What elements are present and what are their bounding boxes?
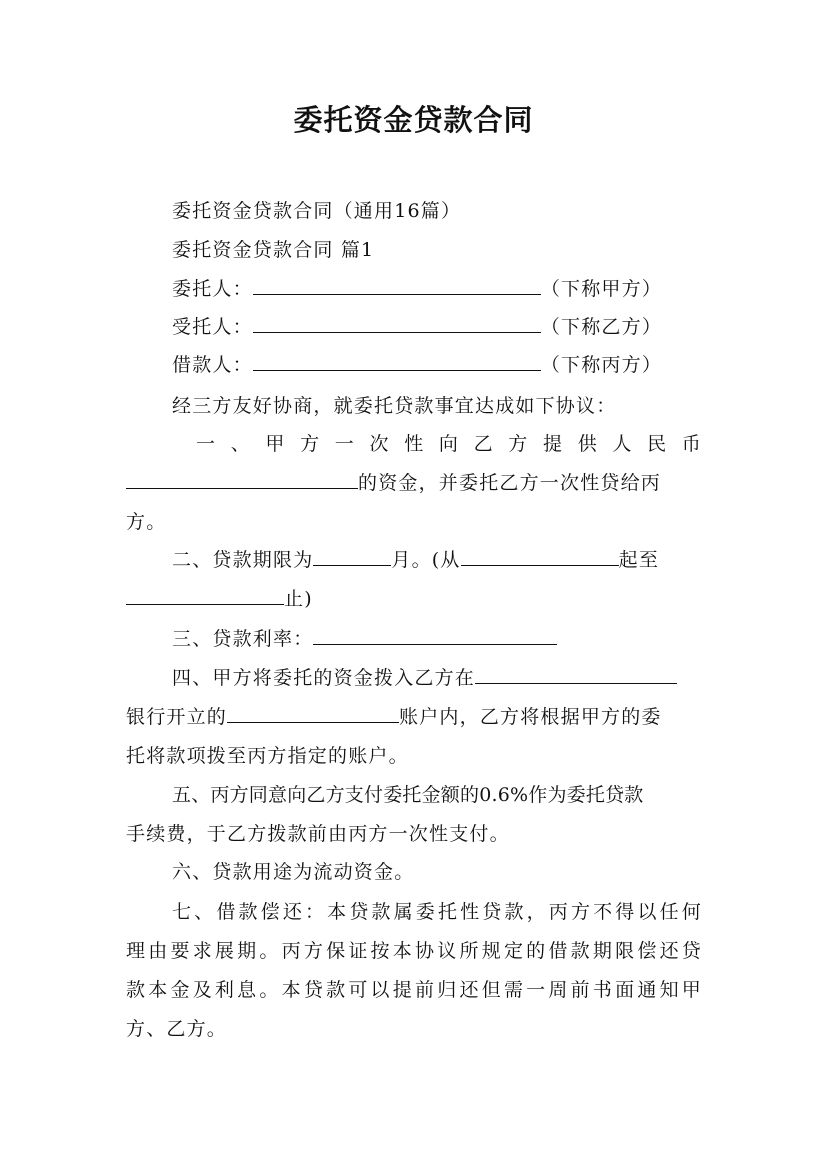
start-date-blank: [461, 547, 619, 566]
party-a-suffix: （下称甲方）: [540, 278, 663, 300]
party-c-suffix: （下称丙方）: [540, 354, 663, 376]
clause-5-line-1: 五、丙方同意向乙方支付委托金额的0.6%作为委托贷款: [172, 784, 644, 806]
clause-5-line-2: 手续费，于乙方拨款前由丙方一次性支付。: [126, 823, 510, 845]
clause-2-to: 起至: [618, 549, 660, 571]
clause-2-line-2: [126, 586, 702, 612]
amount-blank: [126, 470, 358, 489]
clause-3-label: 三、贷款利率：: [172, 628, 314, 650]
end-date-blank: [126, 586, 284, 605]
clause-3-line: [172, 626, 748, 652]
clause-4-line-2: [126, 704, 702, 730]
party-b-suffix: （下称乙方）: [540, 316, 663, 338]
clause-2-line-1: [172, 547, 748, 573]
party-c-label: 借款人：: [172, 354, 253, 376]
section-heading-text: 委托资金贷款合同 篇1: [172, 239, 375, 261]
party-c-line: [172, 352, 748, 378]
party-b-label: 受托人：: [172, 316, 253, 338]
clause-4-line-3: 托将款项拨至丙方指定的账户。: [126, 745, 409, 767]
clause-4-line-1: [172, 665, 702, 691]
clause-7-line-4: 方、乙方。: [126, 1018, 228, 1040]
clause-2-from: 月。(从: [391, 549, 461, 571]
subtitle-text: 委托资金贷款合同（通用16篇）: [172, 200, 462, 222]
bank-blank: [475, 665, 677, 684]
clause-4-text: 四、甲方将委托的资金拨入乙方在: [172, 667, 476, 689]
party-a-blank: [253, 276, 541, 295]
rate-blank: [313, 626, 557, 645]
subtitle-line: [172, 198, 748, 224]
account-blank: [227, 704, 399, 723]
party-a-label: 委托人：: [172, 278, 253, 300]
clause-4-bank: 银行开立的: [126, 706, 228, 728]
clause-1-line-2: [126, 470, 702, 496]
intro-line: [172, 393, 748, 419]
party-b-line: [172, 314, 748, 340]
clause-7-line-2: 理由要求展期。丙方保证按本协议所规定的借款期限偿还贷: [126, 940, 702, 962]
clause-2-label: 二、贷款期限为: [172, 549, 314, 571]
party-c-blank: [253, 352, 541, 371]
clause-1-line-3: 方。: [126, 511, 167, 533]
intro-text: 经三方友好协商，就委托贷款事宜达成如下协议：: [172, 395, 617, 417]
party-b-blank: [253, 314, 541, 333]
clause-4-line-2-text: 账户内，乙方将根据甲方的委: [399, 706, 662, 728]
months-blank: [313, 547, 391, 566]
clause-6-line: 六、贷款用途为流动资金。: [172, 861, 415, 883]
party-a-line: [172, 276, 748, 302]
document-title: 委托资金贷款合同: [293, 103, 534, 137]
clause-1-line-2-text: 的资金，并委托乙方一次性贷给丙: [358, 472, 662, 494]
clause-1-line-1: 一、甲方一次性向乙方提供人民币: [196, 433, 702, 455]
clause-7-line-3: 款本金及利息。本贷款可以提前归还但需一周前书面通知甲: [126, 979, 702, 1001]
clause-2-end: 止): [284, 588, 313, 610]
clause-7-line-1: 七、借款偿还：本贷款属委托性贷款，丙方不得以任何: [172, 901, 702, 923]
section-heading: [172, 237, 748, 263]
